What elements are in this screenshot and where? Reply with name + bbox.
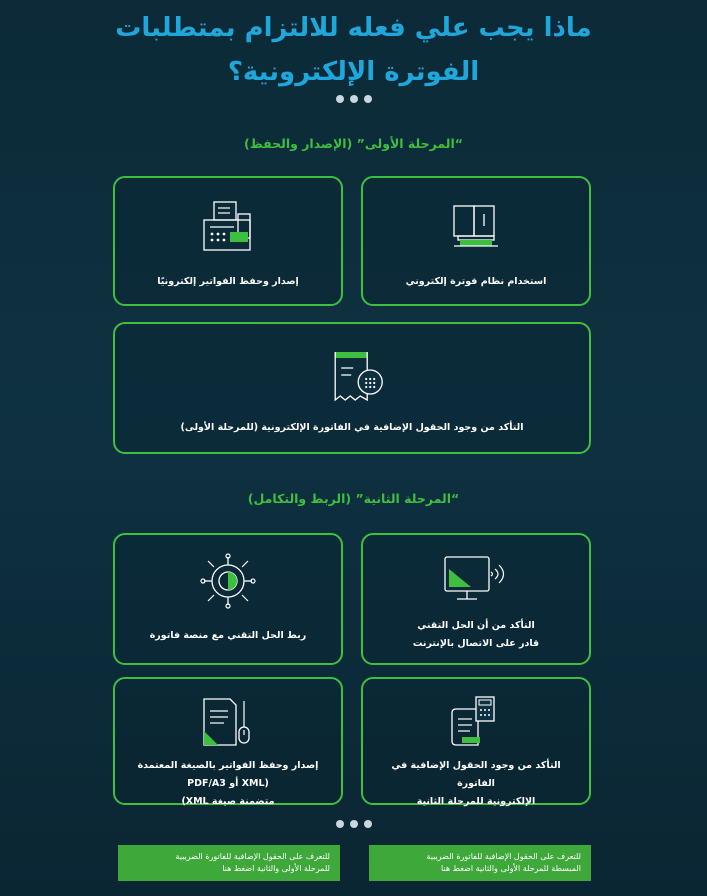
button-line2: المبسطة للمرحلة الأولى والثانية اضغط هنا	[440, 864, 581, 873]
monitor-wifi-icon	[441, 555, 511, 607]
card-label-line2: متضمنة صيغة XML)	[181, 796, 275, 807]
page-title-line2: الفوترة الإلكترونية؟	[227, 57, 480, 87]
card-issue-save-invoices	[113, 176, 343, 306]
dot	[364, 95, 372, 103]
dot	[336, 95, 344, 103]
card-extra-fields-phase1	[113, 322, 591, 454]
gear-integration-icon	[200, 553, 256, 609]
card-label-line2: الإلكترونية للمرحلة الثانية	[416, 796, 536, 807]
card-label: التأكد من وجود الحقول الإضافية في الفاتورة الإلكترونية (للمرحلة الأولى)	[180, 422, 524, 433]
pagination-dots-bottom	[336, 820, 372, 828]
dot	[350, 820, 358, 828]
pagination-dots-top	[336, 95, 372, 103]
card-label-line1: إصدار وحفظ الفواتير بالصيغة المعتمدة (XML أو PDF/A3	[137, 760, 319, 789]
card-label	[123, 757, 333, 811]
receipt-icon	[329, 348, 389, 408]
fax-printer-icon	[200, 200, 256, 252]
card-extra-fields-phase2	[361, 677, 591, 805]
card-e-invoicing-system	[361, 176, 591, 306]
card-label-line2: قادر على الاتصال بالإنترنت	[412, 638, 540, 649]
card-internet-connection	[361, 533, 591, 665]
card-label: استخدام نظام فوترة إلكتروني	[405, 276, 547, 287]
document-calculator-icon	[448, 695, 504, 751]
dot	[336, 820, 344, 828]
phase2-heading: “المرحلة الثانية” (الربط والتكامل)	[247, 491, 460, 506]
card-label	[371, 757, 581, 811]
card-label-line1: التأكد من أن الحل التقني	[417, 620, 535, 631]
card-link-fatoora	[113, 533, 343, 665]
card-label: ربط الحل التقني مع منصة فاتورة	[149, 630, 307, 641]
button-line1: للتعرف على الحقول الإضافية للفاتورة الضريبية	[426, 852, 581, 861]
dot	[364, 820, 372, 828]
card-label: إصدار وحفظ الفواتير إلكترونيًا	[157, 276, 299, 287]
card-xml-pdf-a3	[113, 677, 343, 805]
page-title	[60, 6, 647, 94]
card-label-line1: التأكد من وجود الحقول الإضافية في الفاتورة	[391, 760, 561, 789]
simplified-invoice-fields-button[interactable]	[369, 845, 591, 881]
dot	[350, 95, 358, 103]
card-label	[371, 617, 581, 653]
tax-invoice-fields-button[interactable]	[118, 845, 340, 881]
document-mouse-icon	[200, 697, 256, 751]
button-line1: للتعرف على الحقول الإضافية للفاتورة الضريبية	[175, 852, 330, 861]
phase1-heading: “المرحلة الأولى” (الإصدار والحفظ)	[244, 136, 463, 151]
page-title-line1: ماذا يجب علي فعله للالتزام بمتطلبات	[115, 13, 592, 43]
button-line2: للمرحلة الأولى والثانية اضغط هنا	[222, 864, 330, 873]
computer-icon	[450, 204, 502, 250]
